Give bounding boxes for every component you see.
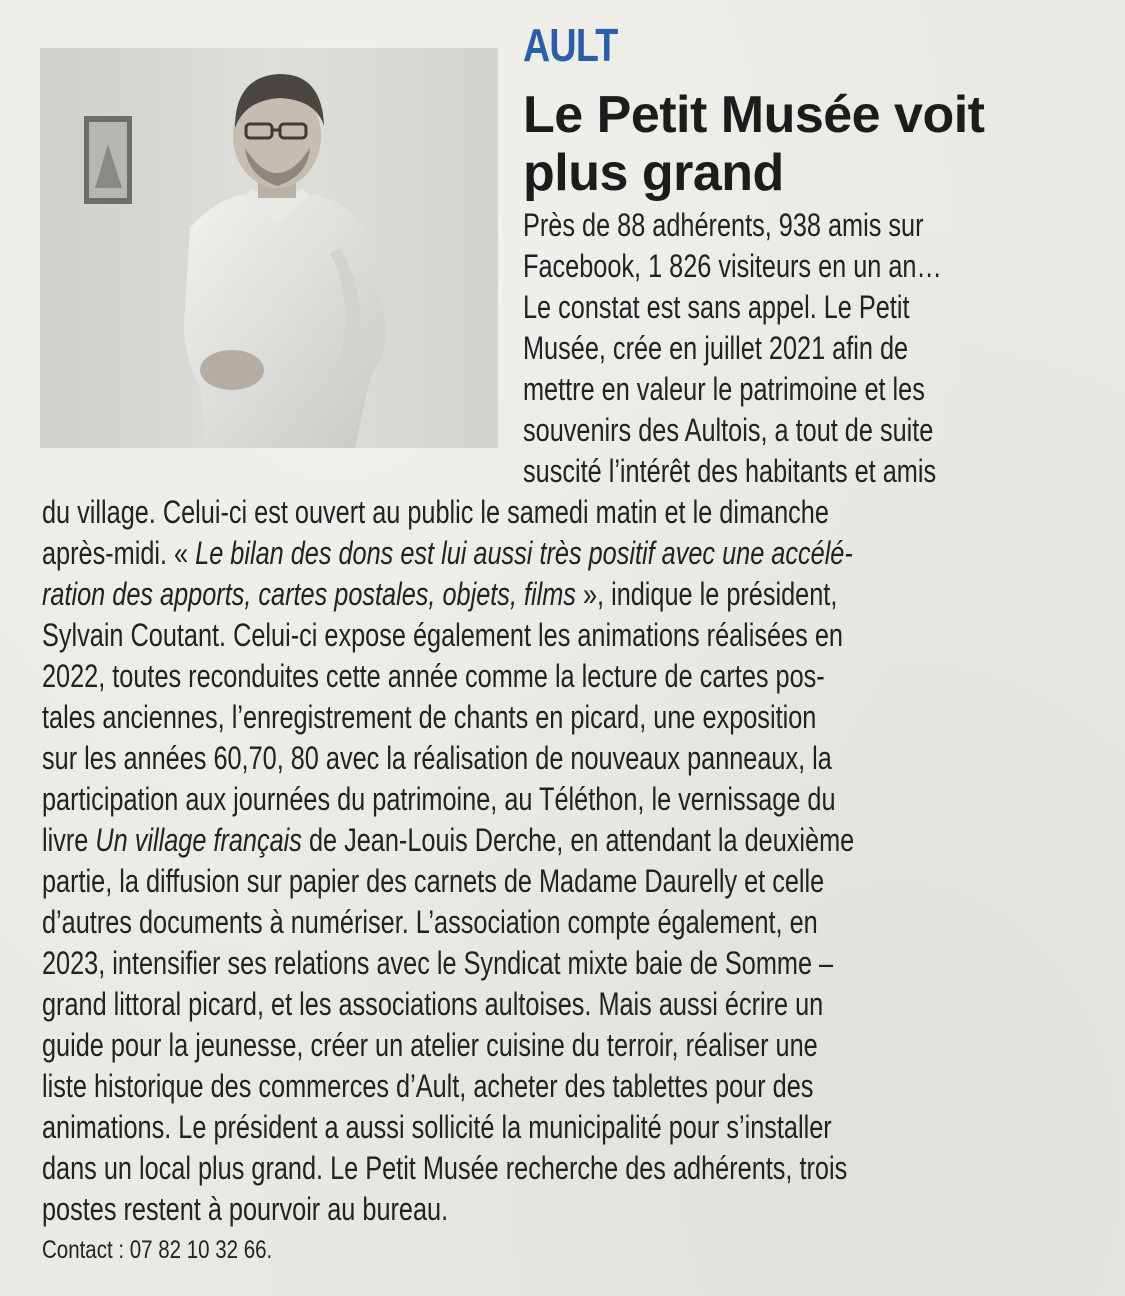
article-line: ration des apports, cartes postales, objets, films », indique le président, bbox=[42, 576, 838, 612]
section-label: AULT bbox=[523, 19, 618, 71]
article-line: animations. Le président a aussi sollicité la municipalité pour s’installer bbox=[42, 1109, 832, 1145]
article-line: souvenirs des Aultois, a tout de suite bbox=[523, 412, 934, 448]
headline: Le Petit Musée voit plus grand bbox=[523, 86, 985, 202]
portrait-photo bbox=[40, 48, 498, 448]
article-line: postes restent à pourvoir au bureau. bbox=[42, 1191, 449, 1227]
article-line: dans un local plus grand. Le Petit Musée recherche des adhérents, trois bbox=[42, 1150, 848, 1186]
article-line: Le constat est sans appel. Le Petit bbox=[523, 289, 910, 325]
article-line: suscité l’intérêt des habitants et amis bbox=[523, 453, 937, 489]
article-line: partie, la diffusion sur papier des carnets de Madame Daurelly et celle bbox=[42, 863, 825, 899]
article-line: liste historique des commerces d’Ault, acheter des tablettes pour des bbox=[42, 1068, 814, 1104]
article-line: après-midi. « Le bilan des dons est lui aussi très positif avec une accélé- bbox=[42, 535, 853, 571]
article-line: mettre en valeur le patrimoine et les bbox=[523, 371, 925, 407]
article-line: participation aux journées du patrimoine, au Téléthon, le vernissage du bbox=[42, 781, 836, 817]
article-line: guide pour la jeunesse, créer un atelier cuisine du terroir, réaliser une bbox=[42, 1027, 818, 1063]
article-line: 2023, intensifier ses relations avec le Syndicat mixte baie de Somme – bbox=[42, 945, 834, 981]
article-line: du village. Celui-ci est ouvert au public le samedi matin et le dimanche bbox=[42, 494, 829, 530]
article-line: 2022, toutes reconduites cette année comme la lecture de cartes pos- bbox=[42, 658, 825, 694]
article-line: sur les années 60,70, 80 avec la réalisation de nouveaux panneaux, la bbox=[42, 740, 832, 776]
article-line: Musée, crée en juillet 2021 afin de bbox=[523, 330, 909, 366]
contact-line: Contact : 07 82 10 32 66. bbox=[42, 1236, 273, 1264]
article-line: livre Un village français de Jean-Louis Derche, en attendant la deuxième bbox=[42, 822, 855, 858]
article-line: Facebook, 1 826 visiteurs en un an… bbox=[523, 248, 942, 284]
article-line: d’autres documents à numériser. L’association compte également, en bbox=[42, 904, 818, 940]
article-line: Près de 88 adhérents, 938 amis sur bbox=[523, 207, 924, 243]
article-line: tales anciennes, l’enregistrement de chants en picard, une exposition bbox=[42, 699, 817, 735]
article-line: grand littoral picard, et les associations aultoises. Mais aussi écrire un bbox=[42, 986, 824, 1022]
article-line: Sylvain Coutant. Celui-ci expose également les animations réalisées en bbox=[42, 617, 843, 653]
